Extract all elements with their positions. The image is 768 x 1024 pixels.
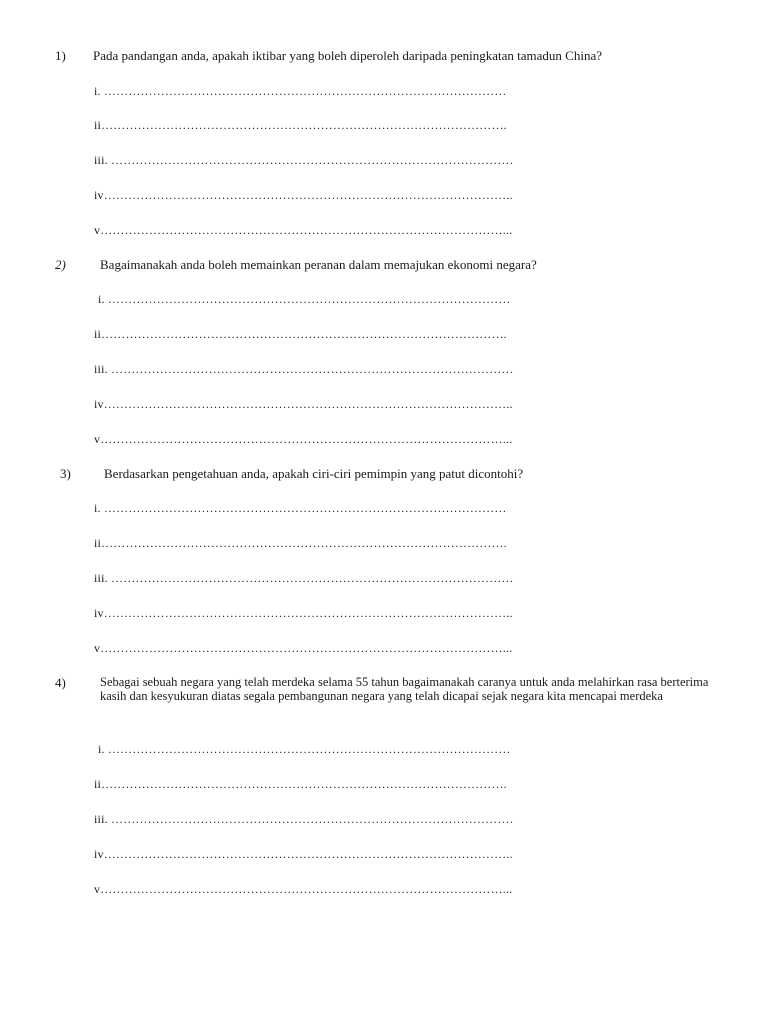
question-1-answer-iii[interactable]: iii. ……………………………………………………………………………………… (94, 153, 514, 167)
question-2-number: 2) (55, 257, 66, 272)
question-3-answer-i[interactable]: i. ……………………………………………………………………………………… (94, 501, 507, 515)
question-3-number: 3) (60, 466, 71, 481)
question-2-answer-iii[interactable]: iii. ……………………………………………………………………………………… (94, 362, 514, 376)
question-1-number: 1) (55, 48, 66, 63)
question-4-text: Sebagai sebuah negara yang telah merdeka selama 55 tahun bagaimanakah caranya untuk anda melahirkan rasa berterima kasih dan kesyukuran diatas segala pembangunan negara yang telah dicapai sejak negara kita mencapai merdeka (100, 675, 709, 703)
question-4-answer-v[interactable]: v………………………………………………………………………………………... (94, 882, 513, 896)
question-3-answer-iii[interactable]: iii. ……………………………………………………………………………………… (94, 571, 514, 585)
question-4-answer-ii[interactable]: ii………………………………………………………………………………………. (94, 777, 507, 791)
question-2-text: Bagaimanakah anda boleh memainkan peranan dalam memajukan ekonomi negara? (100, 257, 537, 272)
question-4-answer-i[interactable]: i. ……………………………………………………………………………………… (98, 742, 511, 756)
question-1-answer-v[interactable]: v………………………………………………………………………………………... (94, 223, 513, 237)
question-1-answer-i[interactable]: i. ……………………………………………………………………………………… (94, 84, 507, 98)
question-3-text: Berdasarkan pengetahuan anda, apakah ciri-ciri pemimpin yang patut dicontohi? (104, 466, 524, 481)
question-4-answer-iii[interactable]: iii. ……………………………………………………………………………………… (94, 812, 514, 826)
question-2-answer-i[interactable]: i. ……………………………………………………………………………………… (98, 292, 511, 306)
question-2-answer-iv[interactable]: iv……………………………………………………………………………………….. (94, 397, 513, 411)
question-4-answer-iv[interactable]: iv……………………………………………………………………………………….. (94, 847, 513, 861)
question-1-text: Pada pandangan anda, apakah iktibar yang boleh diperoleh daripada peningkatan tamadun China? (93, 48, 602, 63)
question-2-answer-ii[interactable]: ii………………………………………………………………………………………. (94, 327, 507, 341)
question-1-answer-ii[interactable]: ii………………………………………………………………………………………. (94, 118, 507, 132)
question-3-answer-iv[interactable]: iv……………………………………………………………………………………….. (94, 606, 513, 620)
question-3-answer-v[interactable]: v………………………………………………………………………………………... (94, 641, 513, 655)
question-2-answer-v[interactable]: v………………………………………………………………………………………... (94, 432, 513, 446)
question-4-number: 4) (55, 675, 66, 690)
question-1-answer-iv[interactable]: iv……………………………………………………………………………………….. (94, 188, 513, 202)
question-3-answer-ii[interactable]: ii………………………………………………………………………………………. (94, 536, 507, 550)
